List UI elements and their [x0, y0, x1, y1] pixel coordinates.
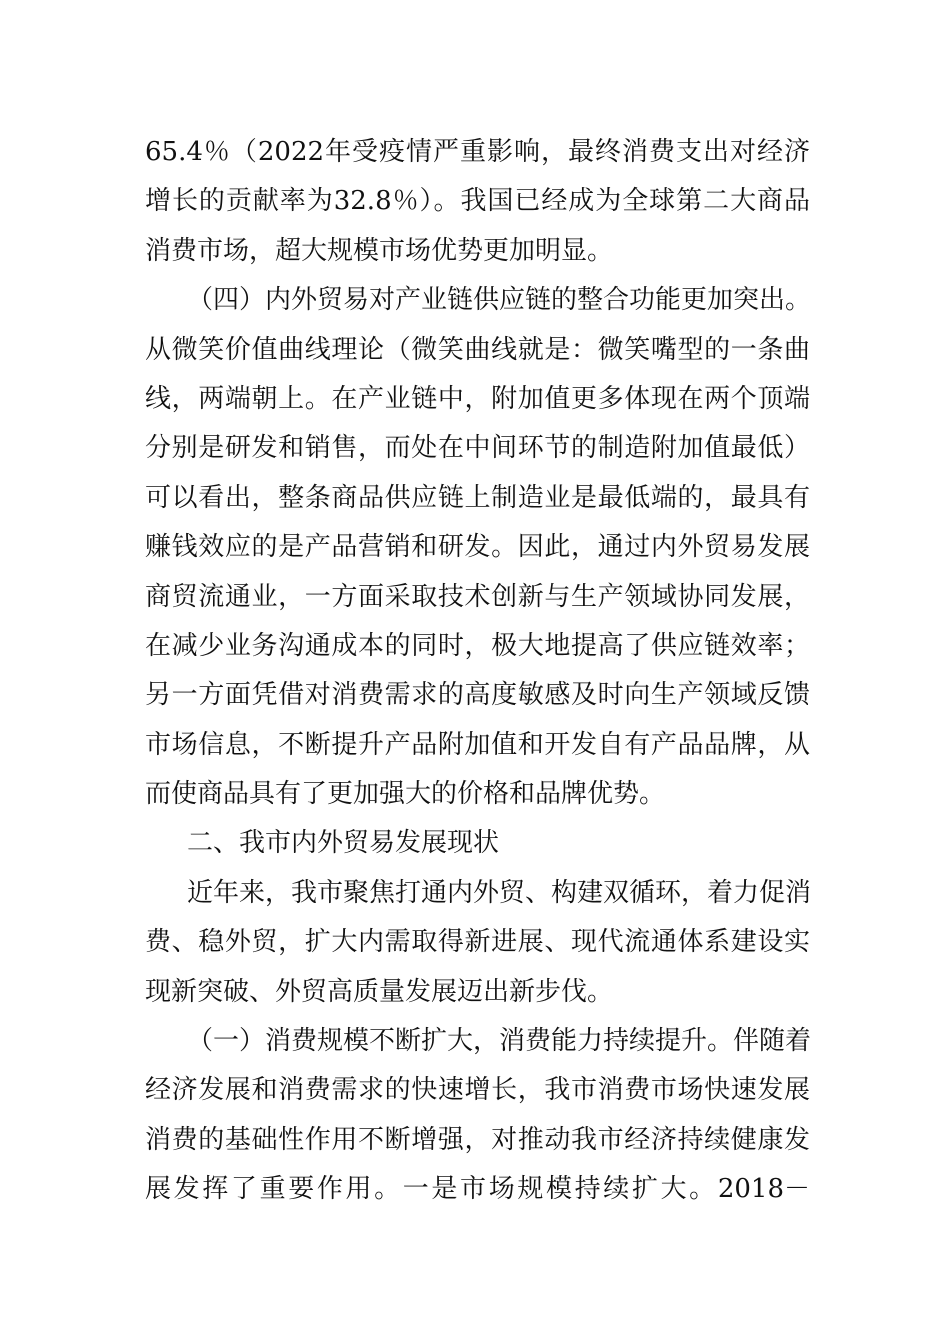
- text-line: 分别是研发和销售，而处在中间环节的制造附加值最低）: [145, 433, 810, 464]
- text-line: 另一方面凭借对消费需求的高度敏感及时向生产领域反馈: [145, 680, 810, 711]
- text-line: 消费市场，超大规模市场优势更加明显。: [145, 235, 614, 266]
- text-line: 可以看出，整条商品供应链上制造业是最低端的，最具有: [145, 482, 810, 513]
- text-line: 而使商品具有了更加强大的价格和品牌优势。: [145, 779, 666, 810]
- text-line: 在减少业务沟通成本的同时，极大地提高了供应链效率；: [145, 630, 810, 661]
- text-line: 赚钱效应的是产品营销和研发。因此，通过内外贸易发展: [145, 532, 810, 563]
- text-line: 消费的基础性作用不断增强，对推动我市经济持续健康发: [145, 1124, 810, 1155]
- text-line: 展发挥了重要作用。一是市场规模持续扩大。2018－: [145, 1174, 810, 1205]
- text-line: 费、稳外贸，扩大内需取得新进展、现代流通体系建设实: [145, 927, 810, 958]
- text-line: 线，两端朝上。在产业链中，附加值更多体现在两个顶端: [145, 383, 810, 414]
- text-line: 65.4％（2022年受疫情严重影响，最终消费支出对经济: [145, 137, 810, 167]
- text-line: 商贸流通业，一方面采取技术创新与生产领域协同发展，: [145, 581, 810, 612]
- text-line: （四）内外贸易对产业链供应链的整合功能更加突出。: [187, 285, 812, 316]
- text-line: 近年来，我市聚焦打通内外贸、构建双循环，着力促消: [187, 877, 812, 908]
- text-line: 从微笑价值曲线理论（微笑曲线就是：微笑嘴型的一条曲: [145, 334, 810, 365]
- body-text: [145, 128, 810, 1215]
- text-line: 市场信息，不断提升产品附加值和开发自有产品品牌，从: [145, 729, 810, 760]
- text-line: 现新突破、外贸高质量发展迈出新步伐。: [145, 976, 614, 1007]
- text-line: 二、我市内外贸易发展现状: [187, 828, 500, 859]
- text-line: 经济发展和消费需求的快速增长，我市消费市场快速发展: [145, 1075, 810, 1106]
- text-line: （一）消费规模不断扩大，消费能力持续提升。伴随着: [187, 1026, 812, 1057]
- text-line: 增长的贡献率为32.8％）。我国已经成为全球第二大商品: [145, 186, 810, 217]
